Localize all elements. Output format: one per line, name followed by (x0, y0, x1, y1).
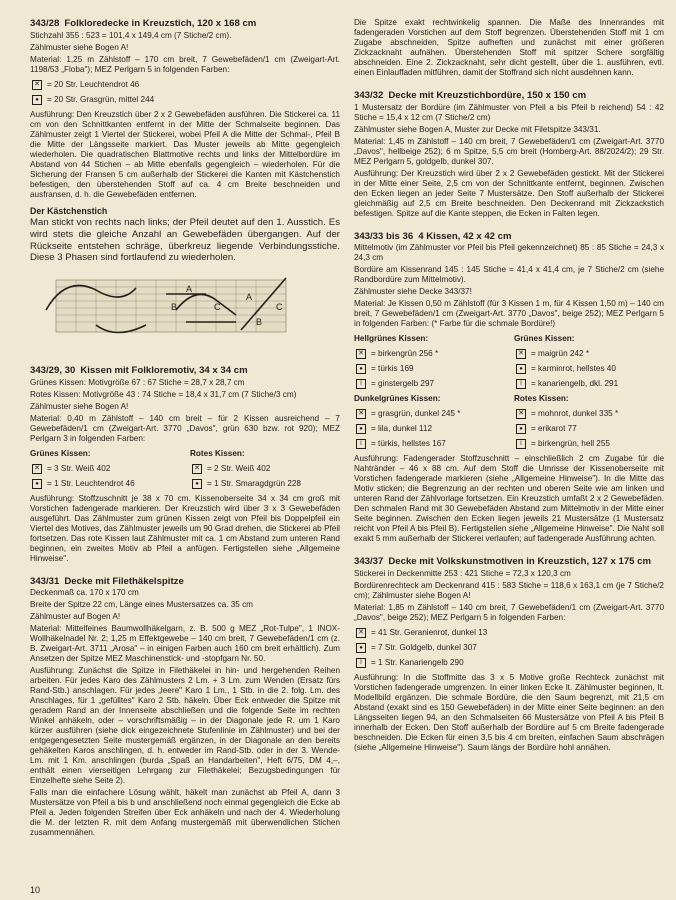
color-label: = 41 Str. Geranienrot, dunkel 13 (371, 627, 488, 637)
instructions-text: Ausführung: Der Kreuzstich wird über 2 x 2 Gewebefäden gestickt. Mit der Stickerei in der Mitte einer Seite, 2,5 cm von der Schnittkante entfernt, beginnen. Zwischen den Ecken liegen an jeder Seite 7 Mustersätze. Den Stoff außerhalb der Stickerei gleichmäßig auf 2,5 cm Breite beschneiden. Den Deckenrand mit Zickzackstich befestigen. Spitze auf die Kante steppen, die Ecken in Falten legen. (354, 168, 664, 218)
color-label: = 3 Str. Weiß 402 (47, 463, 111, 473)
article-number: 343/33 bis 36 (354, 230, 414, 242)
instructions-text: Falls man die einfachere Lösung wählt, häkelt man zunächst ab Pfeil A, dann 3 Mustersätze von Pfeil a bis b und anschließend noch einmal gegengleich die Ecke ab Pfeil a. Jeden folgenden Streifen über Eck anhäkeln und nach der 4. Wiederholung die M. der letzten R. mit dem Anfang mustergemäß mit überwendlichen Stichen zusammennähen. (30, 788, 340, 838)
dot-symbol-icon (356, 364, 366, 374)
spec-line: Zählmuster siehe Bogen A! (30, 42, 129, 52)
dot-symbol-icon (356, 424, 366, 434)
article-number: 343/29, 30 (30, 365, 76, 377)
article-title: 4 Kissen, 42 x 42 cm (418, 230, 512, 242)
color-label: = grasgrün, dunkel 245 * (371, 409, 461, 418)
color-row (356, 643, 664, 653)
dot-symbol-icon (32, 479, 42, 489)
bar-symbol-icon (356, 439, 366, 449)
color-row (356, 628, 664, 638)
color-row (516, 424, 664, 434)
color-label: = 7 Str. Goldgelb, dunkel 307 (371, 642, 477, 652)
figure-label-a: A (186, 284, 193, 295)
cross-symbol-icon (192, 464, 202, 474)
color-row (356, 424, 504, 434)
color-table (30, 446, 340, 494)
section-heading (30, 576, 340, 588)
cross-symbol-icon (32, 80, 42, 90)
spec-line: Stickerei in Deckenmitte 253 : 421 Stiche = 72,3 x 120,3 cm (354, 568, 571, 578)
color-row (516, 349, 664, 359)
article-title: Decke mit Volkskunstmotiven in Kreuzstich, 127 x 175 cm (388, 556, 652, 567)
color-label: = mohnrot, dunkel 335 * (531, 409, 619, 418)
instructions-text: Ausführung: Stoffzuschnitt je 38 x 70 cm. Kissenoberseite 34 x 34 cm groß mit Vorstichen fadengerade markieren. Der Kreuzstich wird über 3 x 3 Gewebefäden ausgeführt. Das Zählmuster zum grünen Kissen zeigt von Pfeil bis Doppelpfeil ein Viertel des Motives, das Zählmuster jeweils um 90 Grad drehen, die Stickerei ab Pfeil fortsetzen. Das rote Kissen laut Zählmuster mit ca. 1 cm Abstand zum unteren Rand beginnen, ein zweites Motiv ab Pfeil a anfügen. Fertigstellen siehe „Allgemeine Hinweise". (30, 493, 340, 563)
color-label: = 1 Str. Smaragdgrün 228 (207, 478, 301, 488)
spec-line: Grünes Kissen: Motivgröße 67 : 67 Stiche = 28,7 x 28,7 cm (30, 377, 245, 387)
color-row (516, 379, 664, 389)
color-label: = 2 Str. Weiß 402 (207, 463, 271, 473)
left-column (30, 18, 340, 850)
instructions-text: Ausführung: Fadengerader Stoffzuschnitt – einschließlich 2 cm Zugabe für die Nahtränder – 46 x 88 cm. Auf dem Stoff die Umrisse der Kissenoberseite mit Vorstichen fadengerade markieren (siehe „Allgemeine Hinweise"). In die Mitte das Motiv sticken; die Begrenzung an der rechten und oberen Seite wie am linken und unteren Rand der Zählvorlage fortsetzen. Ein Kreuzstich umfaßt 2 x 2 Gewebefäden. Den schmalen Rand mit 30 Gewebefäden Abstand zum Mittelmotiv in der Mitte einer Seite beginnen. Zwischen den Ecken liegen jeweils 21 Mustersätze (1 Mustersatz reicht von Pfeil A bis Pfeil B). Fertigstellen siehe „Allgemeine Hinweise". Die Naht soll exakt 5 mm außerhalb der Stickerei verlaufen; auf fadengerade Ausführung achten. (354, 454, 664, 543)
section-343-33-36 (354, 231, 664, 545)
spec-line: Zählmuster auf Bogen A! (30, 612, 121, 622)
article-number: 343/32 (354, 90, 384, 101)
instructions-text: Ausführung: Zunächst die Spitze in Filethäkelei in hin- und hergehenden Reihen arbeiten. Für jedes Karo des Zählmusters 2 Lm. + 3 Lm. zum Wenden (Ersatz fürs Rand-Stb.) anschlagen. Für jedes „leere" Karo 1 Lm., 1 Stb. in die 2. folg. Lm. des Anschlages, für 1 „gefülltes" Karo 2 Stb. häkeln. Über Eck entweder die Spitze mit geradem Rand an der Innenseite abschließen und die folgende Seite im rechten Winkel anhäkeln, oder – vorschriftsmäßig – in der Diagonale jede R. um 1 Karo kürzer ausführen (siehe dick eingezeichnete Stufenlinie im Zählmuster) und bei der entgegengesetzten Seite mustergemäß ergänzen, in der Diagonale an den bereits gehäkelten Karos anschlingen, d. h. entweder im Rand-Stb. oder in der 3. Wende-Lm. mit 1 Km. anschlingen (burda „Spaß an Handarbeiten", Heft 6/75, DM 4,–, enthält einen vierseitigen Lehrgang zur Filethäkelei; Bezugsbedingungen für Einzelhefte siehe Seite 2). (30, 666, 340, 786)
dot-symbol-icon (356, 643, 366, 653)
color-label: = birkengrün, hell 255 (531, 439, 610, 448)
green-pillow-heading: Grünes Kissen: (514, 334, 575, 343)
cross-symbol-icon (356, 349, 366, 359)
cross-symbol-icon (516, 349, 526, 359)
material-text: Material: 0,40 m Zählstoff – 140 cm breit – für 2 Kissen ausreichend – 7 Gewebefäden/1 cm (Zweigart-Art. 3770 „Davos", grün 630 bzw. rot 920); MEZ Perlgarn 3 in folgenden Farben: (30, 413, 340, 443)
color-row (356, 439, 504, 449)
section-343-31 (30, 576, 340, 839)
color-row (356, 349, 504, 359)
material-text: Material: Mittelfeines Baumwollhäkelgarn, z. B. 500 g MEZ „Rot-Tulpe", 1 INOX-Wollhäkelnadel Nr. 2; 1,25 m Effektgewebe – 140 cm breit, 7 Gewebefäden/1 cm (z. B. Zweigart-Art. 3711 „Arosa" – in einigen Farben auch 160 cm breit erhältlich). Zum Ansetzen der Spitze MEZ Maschinenstick- und -stopfgarn Nr. 50. (30, 624, 340, 664)
color-label: = 1 Str. Leuchtendrot 46 (47, 478, 135, 488)
section-heading (354, 90, 664, 102)
article-title: Folkloredecke in Kreuzstich, 120 x 168 cm (64, 18, 257, 29)
color-label: = türkis 169 (371, 364, 414, 373)
article-title: Kissen mit Folkloremotiv, 34 x 34 cm (80, 365, 248, 377)
article-number: 343/37 (354, 556, 384, 567)
color-label: = türkis, hellstes 167 (371, 439, 446, 448)
kastchen-text: Man stickt von rechts nach links; der Pfeil deutet auf den 1. Ausstich. Es wird stets die gleiche Anzahl an Gewebefäden übergangen. Auf der Rückseite entstehen schräge, überkreuz liegende Verbindungsstiche. Diese 3 Phasen sind fortlaufend zu wiederholen. (30, 217, 340, 264)
color-row (356, 409, 504, 419)
color-label: = birkengrün 256 * (371, 349, 439, 358)
color-row (516, 439, 664, 449)
spec-line: Bordürenrechteck am Deckenrand 415 : 583 Stiche = 118,6 x 163,1 cm (je 7 Stiche/2 cm); Zählmuster siehe Bogen A! (354, 580, 664, 600)
right-column (354, 18, 664, 850)
instructions-text: Ausführung: In die Stoffmitte das 3 x 5 Motive große Rechteck zunächst mit Vorstichen fadengerade umgrenzen. In einer linken Ecke lt. Zählmuster beginnen, lt. Modellbild ergänzen. Die schmale Bordüre, die den Saum begrenzt, mit 21,5 cm Abstand (exakt sind es 150 Gewebefäden) in der Mitte einer Seite beginnen: an den Längsseiten liegen 94, an den Schmalseiten 66 Mustersätze von Pfeil A bis Pfeil B innerhalb der Ecken. Den Stoff außerhalb der Bordüre auf 5 cm Breite fadengerade beschneiden. Die Ecken für einen 3,5 bis 4 cm breiten, einfachen Saum abschrägen (siehe „Allgemeine Hinweise"). Saum längs der Bordüre hohl annähen. (354, 672, 664, 752)
section-heading (354, 231, 664, 243)
article-title: Decke mit Filethäkelspitze (64, 575, 184, 587)
color-label: = kanariengelb, dkl. 291 (531, 379, 619, 388)
red-pillow-heading: Rotes Kissen: (190, 448, 245, 458)
cross-symbol-icon (516, 409, 526, 419)
spec-line: Zählmuster siehe Decke 343/37! (354, 287, 472, 296)
color-label: = 20 Str. Grasgrün, mittel 244 (47, 94, 155, 104)
cross-symbol-icon (356, 409, 366, 419)
section-343-37 (354, 556, 664, 753)
spec-line: 1 Mustersatz der Bordüre (im Zählmuster von Pfeil a bis Pfeil b reichend) 54 : 42 Stiche = 15,4 x 12 cm (7 Stiche/2 cm) (354, 102, 664, 122)
color-row (192, 479, 340, 489)
spec-line: Stichzahl 355 : 523 = 101,4 x 149,4 cm (7 Stiche/2 cm). (30, 30, 232, 40)
color-row (356, 658, 664, 668)
color-label: = karminrot, hellstes 40 (531, 364, 616, 373)
dot-symbol-icon (32, 95, 42, 105)
section-343-32 (354, 90, 664, 219)
material-text: Material: 1,45 m Zählstoff – 140 cm breit, 7 Gewebefäden/1 cm (Zweigart-Art. 3770 „Davos", hellbeige 252); 6 m Spitze, 5,5 cm breit (Homberg-Art. 88/2024/2); 29 Str. MEZ Perlgarn 5, goldgelb, dunkel 307. (354, 136, 664, 166)
figure-label-b: B (171, 302, 178, 313)
spec-line: Mittelmotiv (im Zählmuster vor Pfeil bis Pfeil gekennzeichnet) 85 : 85 Stiche = 24,3 x 24,3 cm (354, 243, 664, 262)
dot-symbol-icon (516, 424, 526, 434)
red-pillow-heading: Rotes Kissen: (514, 394, 569, 403)
figure-label-a: A (246, 292, 253, 303)
color-row (32, 464, 180, 474)
color-label: = 1 Str. Kanariengelb 290 (371, 657, 464, 667)
section-heading (354, 556, 664, 568)
color-label: = lila, dunkel 112 (371, 424, 433, 433)
cross-symbol-icon (32, 464, 42, 474)
instructions-text: Die Spitze exakt rechtwinkelig spannen. Die Maße des Innenrandes mit fadengeraden Vorstichen auf dem Stoff begrenzen. Überstehenden Stoff mit 1 cm Zugabe abschneiden, Spitze aufheften und zunächst mit einer größeren Zickzacknaht aufnähen. Überstehenden Stoff mit spitzer Schere sorgfältig abschneiden. Eine 2. Zickzacknaht, sehr dicht gestellt, über die 1. ausführen, evtl. einen Einlauffaden mitführen, damit der Stoffrand sich nicht ausdehnen kann. (354, 18, 664, 77)
section-343-31-continued (354, 18, 664, 78)
color-row (356, 364, 504, 374)
article-title: Decke mit Kreuzstichbordüre, 150 x 150 cm (388, 90, 587, 101)
spec-line: Breite der Spitze 22 cm, Länge eines Mustersatzes ca. 35 cm (30, 600, 253, 610)
material-text: Material: 1,85 m Zählstoff – 140 cm breit, 7 Gewebefäden/1 cm (Zweigart-Art. 3770 „Davos", beige 252); MEZ Perlgarn 5 in folgenden Farben: (354, 602, 664, 622)
bar-symbol-icon (516, 379, 526, 389)
color-row (32, 95, 340, 105)
green-pillow-heading: Grünes Kissen: (30, 448, 91, 458)
bar-symbol-icon (356, 379, 366, 389)
color-label: = 20 Str. Leuchtendrot 46 (47, 79, 140, 89)
kastchen-stitch-illustration (36, 270, 298, 342)
kastchen-heading: Der Kästchenstich (30, 205, 108, 216)
color-row (516, 364, 664, 374)
color-label: = erikarot 77 (531, 424, 577, 433)
color-label: = maigrün 242 * (531, 349, 590, 358)
color-row (356, 379, 504, 389)
color-label: = ginstergelb 297 (371, 379, 435, 388)
color-row (32, 479, 180, 489)
material-text: Material: 1,25 m Zählstoff – 170 cm breit, 7 Gewebefäden/1 cm (Zweigart-Art. 1198/53 „Floba"); MEZ Perlgarn 5 in folgenden Farben: (30, 54, 340, 74)
figure-label-c: C (276, 302, 283, 313)
spec-line: Zählmuster siehe Bogen A, Muster zur Decke mit Filetspitze 343/31. (354, 124, 601, 134)
material-text: Material: Je Kissen 0,50 m Zählstoff (für 3 Kissen 1 m, für 4 Kissen 1,50 m) – 140 cm breit, 7 Gewebefäden/1 cm (Zweigart-Art. 3770 „Davos", beige 252); MEZ Perlgarn 5 in folgenden Farben: (* Farbe für die schmale Bordüre!) (354, 299, 664, 328)
section-343-29-30 (30, 365, 340, 564)
bar-symbol-icon (516, 439, 526, 449)
section-343-28 (30, 18, 340, 353)
color-table (354, 331, 664, 454)
dark-green-pillow-heading: Dunkelgrünes Kissen: (354, 394, 441, 403)
figure-label-b: B (256, 317, 263, 328)
dot-symbol-icon (192, 479, 202, 489)
bar-symbol-icon (356, 658, 366, 668)
color-row (32, 80, 340, 90)
cross-symbol-icon (356, 628, 366, 638)
instructions-text: Ausführung: Den Kreuzstich über 2 x 2 Gewebefäden ausführen. Die Stickerei ca. 11 cm von den Schnittkanten entfernt in der Mitte der Schmalseite beginnen. Das Zählmuster zeigt 1 Viertel der Stickerei, wobei Pfeil A die Mitte der Schmal-, Pfeil B die Mitte der Längsseite markiert. Das Muster jeweils ab Mitte gegengleich wiederholen. Die quadratischen Blattmotive rechts und links der Mittelbordüre im Abstand von 44 Stichen – ab Mitte ebenfalls gegengleich – wiederholen. Für die Sicherung der Fransen 5 cm außerhalb der Stickerei die Kanten mit Kästchenstich befestigen, den überstehenden Stoff auf ca. 4 cm Breite beschneiden und ausfransen, d. h. die Gewebefäden entfernen. (30, 109, 340, 199)
section-heading (30, 365, 340, 377)
color-row (192, 464, 340, 474)
article-number: 343/31 (30, 575, 60, 587)
spec-line: Bordüre am Kissenrand 145 : 145 Stiche = 41,4 x 41,4 cm, je 7 Stiche/2 cm (siehe Randbordüre zum Mittelmotiv). (354, 265, 664, 284)
dot-symbol-icon (516, 364, 526, 374)
spec-line: Rotes Kissen: Motivgröße 43 : 74 Stiche = 18,4 x 31,7 cm (7 Stiche/3 cm) (30, 389, 297, 399)
page-number: 10 (30, 885, 41, 896)
light-green-pillow-heading: Hellgrünes Kissen: (354, 334, 429, 343)
article-number: 343/28 (30, 18, 60, 29)
figure-label-c: C (214, 302, 221, 313)
section-heading (30, 18, 340, 30)
spec-line: Zählmuster siehe Bogen A! (30, 401, 129, 411)
spec-line: Deckenmaß ca. 170 x 170 cm (30, 588, 139, 598)
color-row (516, 409, 664, 419)
